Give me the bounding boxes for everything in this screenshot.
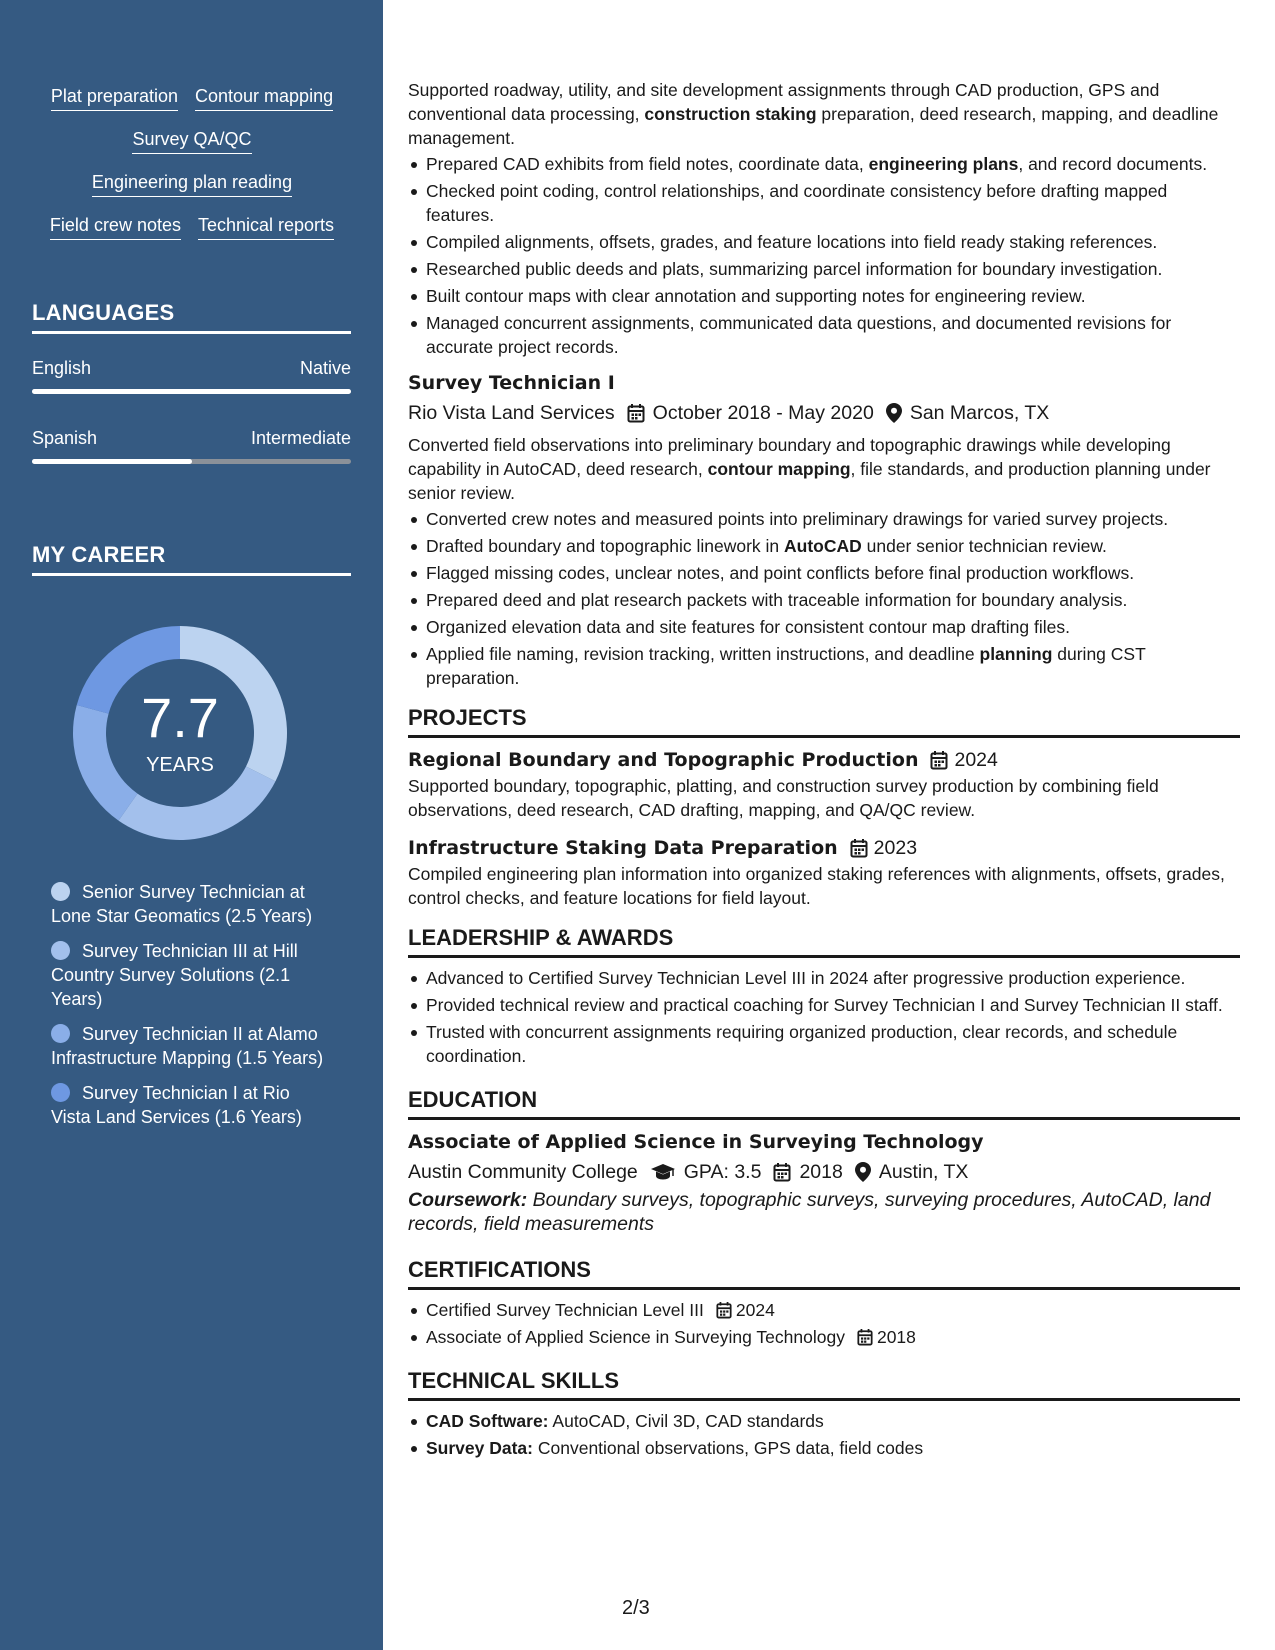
project-description: Compiled engineering plan information into organized staking references with alignments, offsets, grades, control checks, and feature locations for field layout. xyxy=(408,864,1225,908)
school-name: Austin Community College xyxy=(408,1161,638,1183)
calendar-icon xyxy=(857,1328,873,1346)
experience-bullets xyxy=(408,152,1240,359)
technical-skill-item xyxy=(408,1436,1240,1460)
bullet-item: Advanced to Certified Survey Technician Level III in 2024 after progressive production experience. xyxy=(408,966,1240,990)
career-total-years: 7.7 xyxy=(141,686,219,749)
career-legend-item xyxy=(51,1022,331,1070)
certifications-list xyxy=(408,1298,1240,1349)
language-english xyxy=(32,358,351,379)
coursework xyxy=(408,1188,1240,1236)
bullet-item: Applied file naming, revision tracking, written instructions, and deadline planning during CST preparation. xyxy=(408,642,1240,690)
technical-skills-list xyxy=(408,1409,1240,1460)
skill-tag: Engineering plan reading xyxy=(92,170,292,197)
certification-name: Certified Survey Technician Level III xyxy=(426,1300,704,1320)
education-heading: EDUCATION xyxy=(408,1086,1240,1120)
legend-dot xyxy=(51,1024,70,1043)
project-name: Regional Boundary and Topographic Production xyxy=(408,749,919,771)
career-legend-item xyxy=(51,939,331,1011)
language-level: Native xyxy=(299,358,351,378)
technical-skill-item xyxy=(408,1409,1240,1433)
language-bar-fill xyxy=(32,459,192,464)
job-dates: October 2018 - May 2020 xyxy=(652,402,874,424)
job-summary: Converted field observations into preliminary boundary and topographic drawings while developing capability in AutoCAD, deed research, contour mapping, file standards, and production planning under senior review. xyxy=(408,435,1211,503)
coursework-text: Boundary surveys, topographic surveys, surveying procedures, AutoCAD, land records, field measurements xyxy=(408,1189,1211,1235)
project-year: 2024 xyxy=(954,749,998,771)
graduation-cap-icon xyxy=(650,1163,676,1181)
coursework-label: Coursework: xyxy=(408,1189,528,1211)
bullet-item: Trusted with concurrent assignments requiring organized production, clear records, and schedule coordination. xyxy=(408,1020,1240,1068)
degree-title: Associate of Applied Science in Surveying Technology xyxy=(408,1131,984,1153)
legend-dot xyxy=(51,882,70,901)
certification-item xyxy=(408,1325,1240,1349)
skills-list xyxy=(32,84,352,256)
gpa: GPA: 3.5 xyxy=(683,1161,762,1183)
career-donut-chart xyxy=(67,620,293,846)
bullet-item: Compiled alignments, offsets, grades, and feature locations into field ready staking references. xyxy=(408,230,1240,254)
language-name: English xyxy=(32,358,92,378)
calendar-icon xyxy=(773,1162,791,1182)
bullet-item: Built contour maps with clear annotation and supporting notes for engineering review. xyxy=(408,284,1240,308)
location-pin-icon xyxy=(855,1162,871,1182)
calendar-icon xyxy=(930,750,948,770)
career-legend-text: Senior Survey Technician at Lone Star Geomatics (2.5 Years) xyxy=(51,882,313,926)
donut-segment xyxy=(119,766,276,840)
calendar-icon xyxy=(627,403,645,423)
bullet-item: Prepared deed and plat research packets with traceable information for boundary analysis. xyxy=(408,588,1240,612)
bullet-item: Researched public deeds and plats, summarizing parcel information for boundary investigation. xyxy=(408,257,1240,281)
skill-tag: Plat preparation xyxy=(51,84,178,111)
bullet-item: Flagged missing codes, unclear notes, and point conflicts before final production workflows. xyxy=(408,561,1240,585)
certification-year: 2018 xyxy=(876,1327,916,1347)
skill-values: Conventional observations, GPS data, field codes xyxy=(533,1438,924,1458)
bullet-item: Organized elevation data and site features for consistent contour map drafting files. xyxy=(408,615,1240,639)
job-title: Survey Technician I xyxy=(408,372,615,394)
sidebar xyxy=(0,0,383,1650)
job-meta xyxy=(408,399,1240,427)
language-bar-spanish xyxy=(32,459,351,464)
language-name: Spanish xyxy=(32,428,98,448)
skill-tag: Field crew notes xyxy=(50,213,181,240)
career-legend-item xyxy=(51,1081,331,1129)
bullet-item: Drafted boundary and topographic linework in AutoCAD under senior technician review. xyxy=(408,534,1240,558)
calendar-icon xyxy=(850,838,868,858)
graduation-year: 2018 xyxy=(799,1161,843,1183)
project-description: Supported boundary, topographic, platting, and construction survey production by combining field observations, deed research, CAD drafting, mapping, and QA/QC review. xyxy=(408,776,1159,820)
language-bar-fill xyxy=(32,389,351,394)
project-year: 2023 xyxy=(873,837,918,859)
career-years-label: YEARS xyxy=(146,754,214,776)
career-legend-text: Survey Technician II at Alamo Infrastructure Mapping (1.5 Years) xyxy=(51,1024,324,1068)
career-legend-text: Survey Technician I at Rio Vista Land Services (1.6 Years) xyxy=(51,1083,302,1127)
bullet-item: Converted crew notes and measured points into preliminary drawings for varied survey projects. xyxy=(408,507,1240,531)
certification-name: Associate of Applied Science in Surveying Technology xyxy=(426,1327,845,1347)
language-spanish xyxy=(32,428,351,449)
career-heading: MY CAREER xyxy=(32,542,351,576)
skill-row xyxy=(32,84,352,111)
job-bullets xyxy=(408,507,1240,690)
bullet-item: Provided technical review and practical coaching for Survey Technician I and Survey Technician II staff. xyxy=(408,993,1240,1017)
skill-category: Survey Data: xyxy=(426,1438,533,1458)
skill-tag: Survey QA/QC xyxy=(132,127,251,154)
certifications-heading: CERTIFICATIONS xyxy=(408,1256,1240,1290)
career-legend-text: Survey Technician III at Hill Country Survey Solutions (2.1 Years) xyxy=(51,941,298,1009)
legend-dot xyxy=(51,941,70,960)
language-level: Intermediate xyxy=(250,428,351,448)
bullet-item: Checked point coding, control relationships, and coordinate consistency before drafting mapped features. xyxy=(408,179,1240,227)
job-company: Rio Vista Land Services xyxy=(408,402,615,424)
bullet-item: Managed concurrent assignments, communicated data questions, and documented revisions for accurate project records. xyxy=(408,311,1240,359)
career-legend-item xyxy=(51,880,331,928)
technical-skills-heading: TECHNICAL SKILLS xyxy=(408,1367,1240,1401)
page-number: 2/3 xyxy=(622,1597,650,1619)
career-legend xyxy=(51,880,331,1140)
calendar-icon xyxy=(716,1301,732,1319)
skill-category: CAD Software: xyxy=(426,1411,549,1431)
skill-values: AutoCAD, Civil 3D, CAD standards xyxy=(548,1411,824,1431)
project-title xyxy=(408,834,1240,862)
projects-heading: PROJECTS xyxy=(408,704,1240,738)
education-meta xyxy=(408,1158,1240,1186)
legend-dot xyxy=(51,1083,70,1102)
bullet-item: Prepared CAD exhibits from field notes, coordinate data, engineering plans, and record documents. xyxy=(408,152,1240,176)
project-title xyxy=(408,746,1240,774)
leadership-bullets xyxy=(408,966,1240,1068)
leadership-heading: LEADERSHIP & AWARDS xyxy=(408,924,1240,958)
job-location: San Marcos, TX xyxy=(909,402,1050,424)
certification-year: 2024 xyxy=(735,1300,775,1320)
certification-item xyxy=(408,1298,1240,1322)
languages-heading: LANGUAGES xyxy=(32,300,351,334)
skill-row xyxy=(32,213,352,240)
location-pin-icon xyxy=(886,403,902,423)
skill-row xyxy=(32,127,352,154)
school-location: Austin, TX xyxy=(878,1161,969,1183)
main-content xyxy=(408,78,1240,1463)
language-bar-english xyxy=(32,389,351,394)
experience-intro: Supported roadway, utility, and site development assignments through CAD production, GPS and conventional data processing, construction staking preparation, deed research, mapping, and deadline management. xyxy=(408,80,1219,148)
skill-tag: Technical reports xyxy=(198,213,334,240)
skill-row xyxy=(32,170,352,197)
project-name: Infrastructure Staking Data Preparation xyxy=(408,837,838,859)
skill-tag: Contour mapping xyxy=(195,84,333,111)
